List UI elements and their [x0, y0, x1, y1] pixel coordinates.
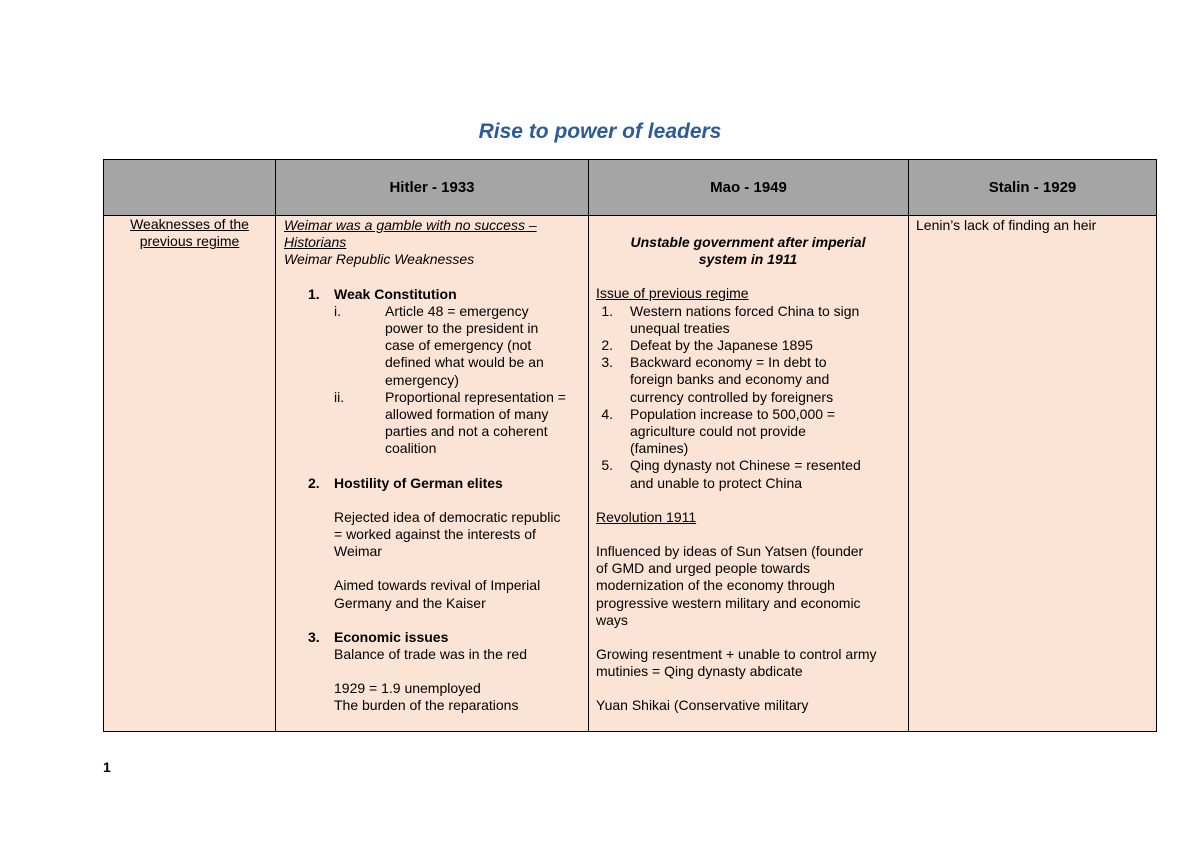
list-item: 1. Western nations forced China to sign unequal treaties [601, 302, 860, 336]
page-number: 1 [103, 759, 111, 775]
mao-revolution-title: Revolution 1911 [596, 508, 697, 525]
hitler-subtitle: Weimar Republic Weaknesses [284, 251, 475, 268]
mao-issue-list [596, 303, 900, 492]
hitler-point-3: 3. Economic issues [308, 628, 449, 645]
hitler-intro-line: Historians [284, 234, 347, 251]
hitler-point-2: 2. Hostility of German elites [308, 474, 503, 491]
row-label-line: previous regime [139, 233, 240, 250]
hitler-point-3-title: Economic issues [334, 628, 449, 645]
list-item: 5. Qing dynasty not Chinese = resented and unable to protect China [601, 457, 861, 491]
mao-cell [589, 216, 909, 732]
header-stalin: Stalin - 1929 [909, 160, 1157, 216]
header-empty [104, 160, 276, 216]
mao-paragraph-3: Yuan Shikai (Conservative military [596, 697, 809, 714]
hitler-point-1-title: Weak Constitution [334, 285, 457, 302]
list-item: 2. Defeat by the Japanese 1895 [601, 337, 813, 354]
list-item: 4. Population increase to 500,000 = agriculture could not provide (famines) [601, 405, 836, 457]
hitler-cell [276, 216, 589, 732]
mao-heading-line: Unstable government after imperial [630, 234, 866, 250]
header-row [104, 160, 1157, 216]
header-hitler: Hitler - 1933 [276, 160, 589, 216]
hitler-point-3-text: Balance of trade was in the red 1929 = 1.9 unemployed The burden of the reparations [334, 646, 528, 714]
leaders-table [103, 159, 1157, 732]
mao-heading-line: system in 1911 [698, 251, 798, 268]
hitler-intro-line: Weimar was a gamble with no success – [284, 217, 537, 233]
row-label-cell [104, 216, 276, 732]
header-mao: Mao - 1949 [589, 160, 909, 216]
hitler-point-2-text-a: Rejected idea of democratic republic = worked against the interests of Weimar [334, 508, 561, 560]
mao-issue-title: Issue of previous regime [596, 285, 749, 302]
hitler-point-1-ii: ii. Proportional representation = allowed formation of many parties and not a coherent coalition [334, 388, 566, 457]
table-row [104, 216, 1157, 732]
mao-paragraph-1: Influenced by ideas of Sun Yatsen (founder of GMD and urged people towards modernization of the economy through progressive western military and economic ways [596, 543, 864, 628]
hitler-point-2-title: Hostility of German elites [334, 474, 503, 491]
list-item: 3. Backward economy = In debt to foreign banks and economy and currency controlled by foreigners [601, 354, 834, 405]
stalin-text: Lenin’s lack of finding an heir [916, 217, 1097, 233]
hitler-point-1-i: i. Article 48 = emergency power to the president in case of emergency (not defined what would be an emergency) [334, 302, 544, 388]
hitler-point-1: 1. Weak Constitution [308, 285, 457, 302]
stalin-cell [909, 216, 1157, 732]
mao-paragraph-2: Growing resentment + unable to control army mutinies = Qing dynasty abdicate [596, 646, 877, 680]
row-label-line: Weaknesses of the [130, 216, 249, 232]
hitler-point-2-text-b: Aimed towards revival of Imperial Germany and the Kaiser [334, 577, 541, 611]
page-title: Rise to power of leaders [478, 120, 722, 143]
